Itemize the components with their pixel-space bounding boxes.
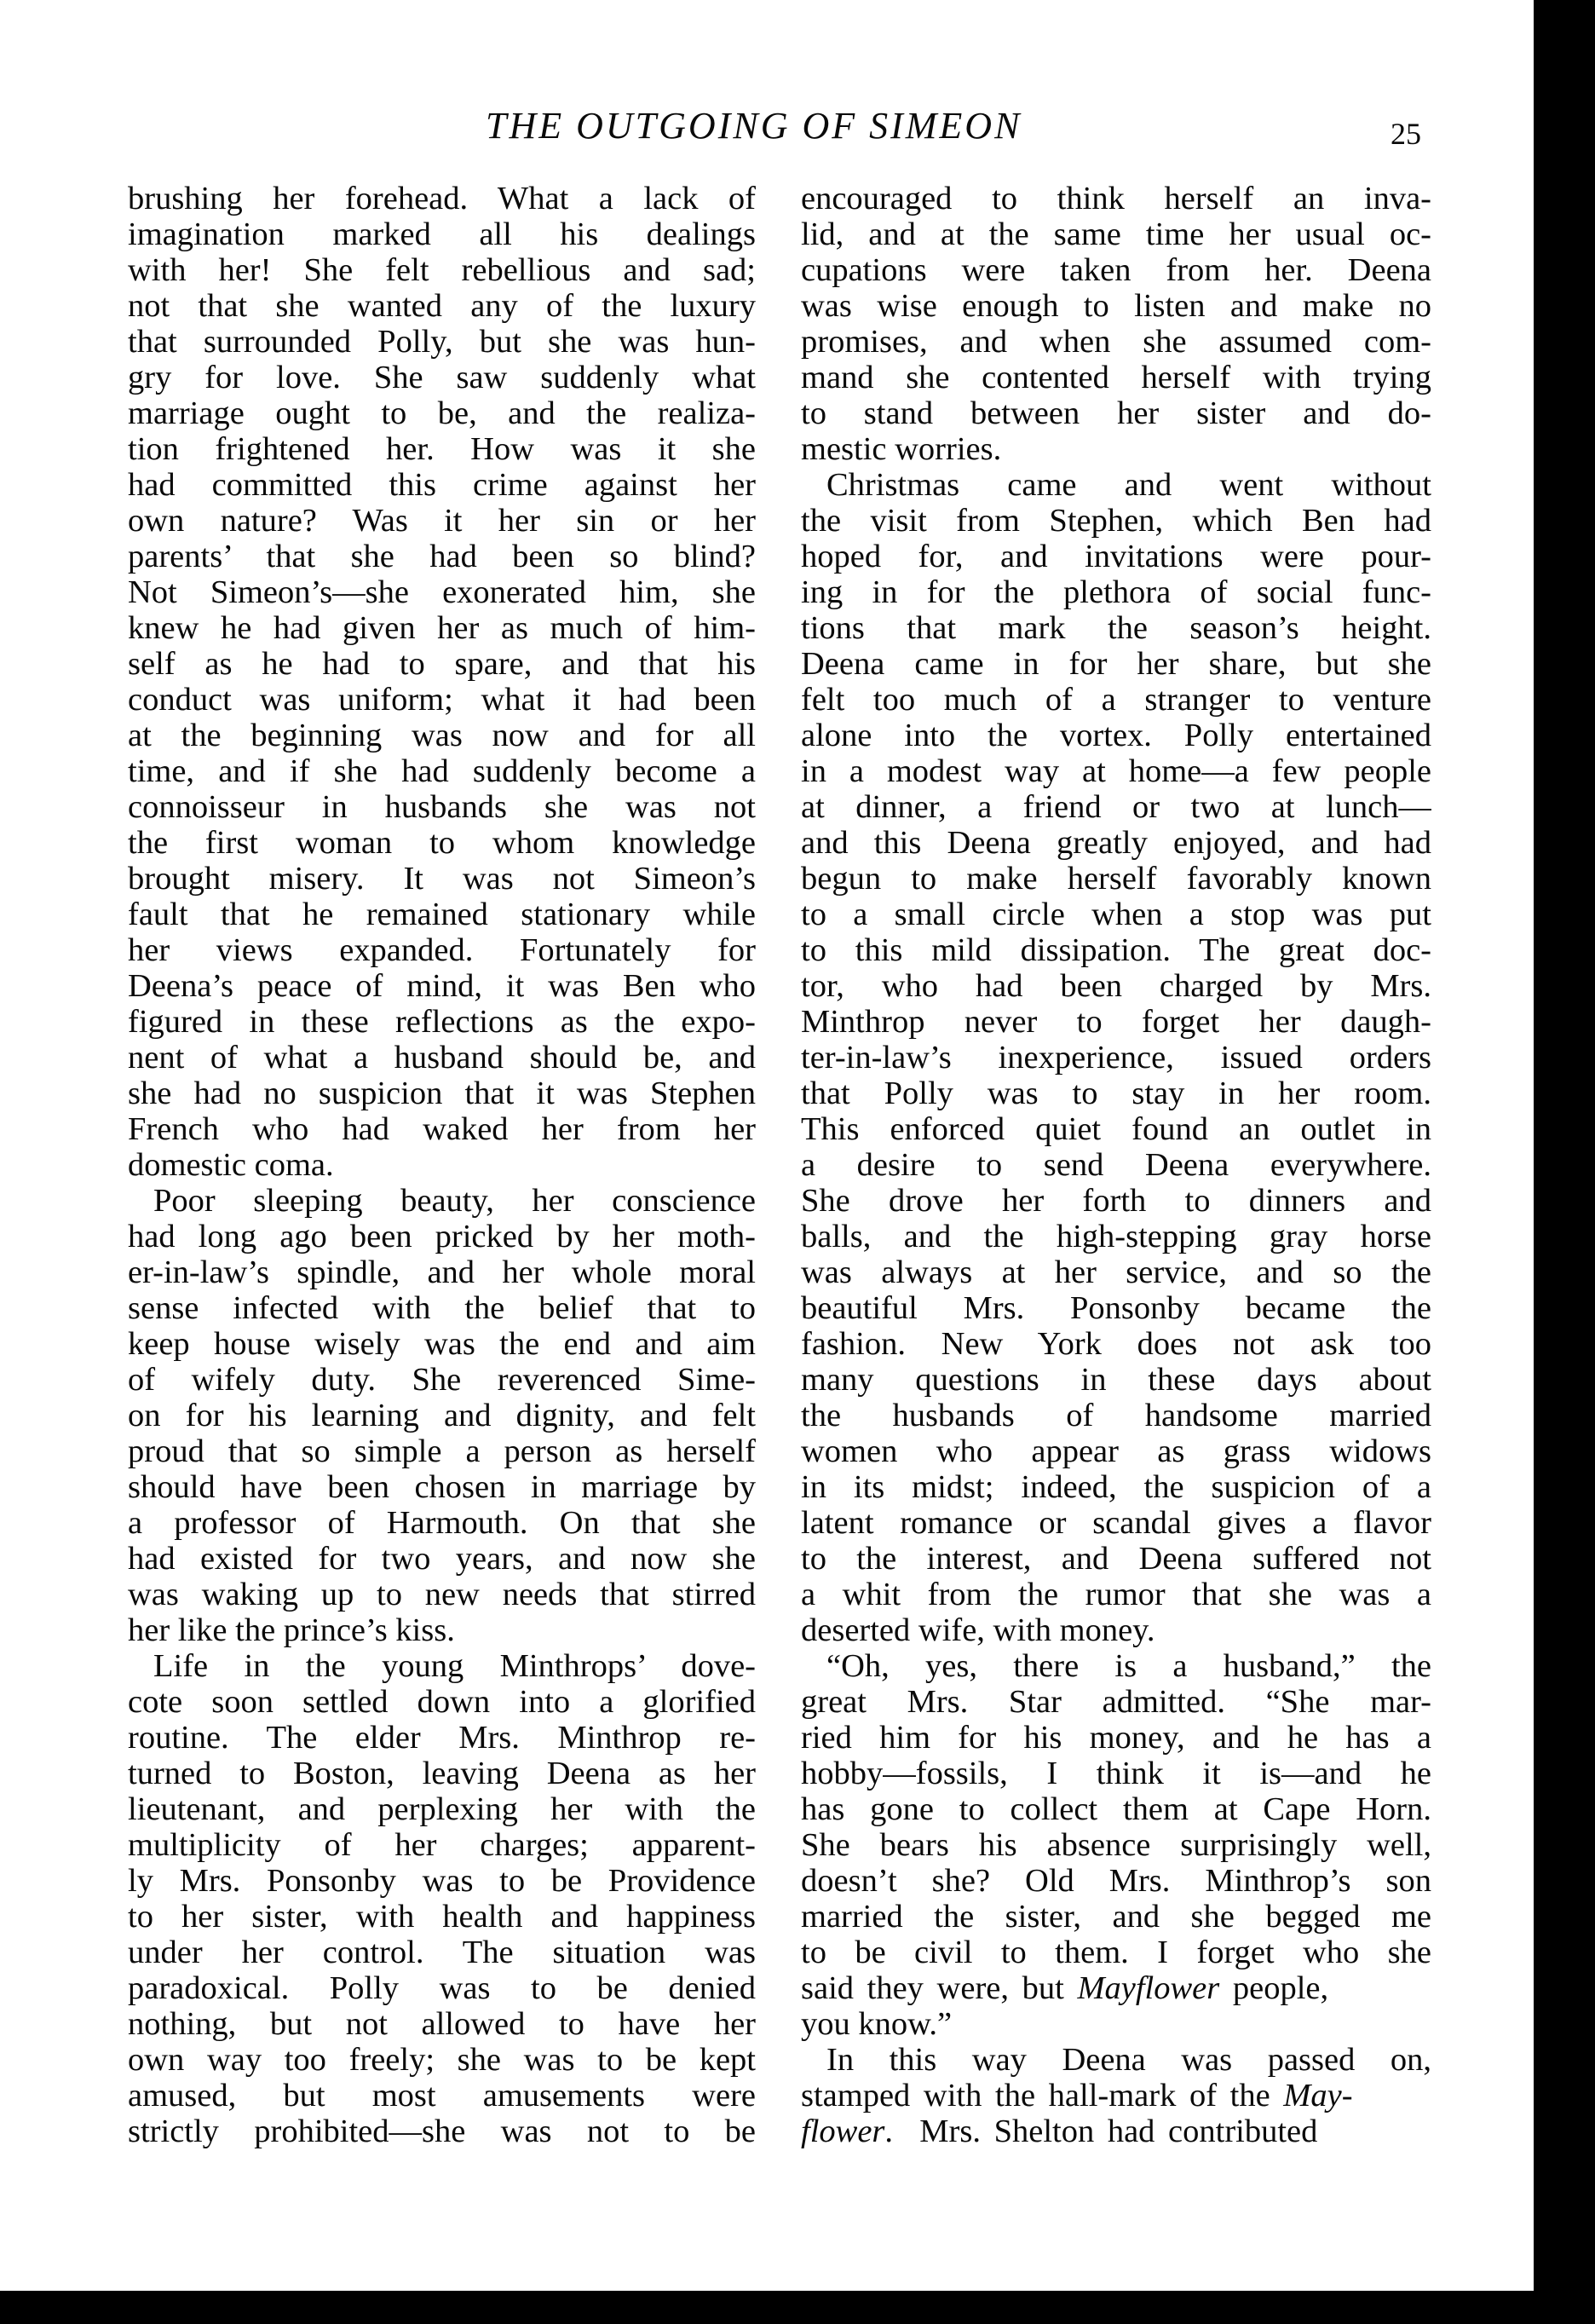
text-line: and this Deena greatly enjoyed, and had [801, 825, 1431, 861]
text-line: er-in-law’s spindle, and her whole moral [128, 1254, 756, 1290]
text-line: knew he had given her as much of him- [128, 610, 756, 646]
text-line: a desire to send Deena everywhere. [801, 1147, 1431, 1183]
text-line: at the beginning was now and for all [128, 718, 756, 753]
text-line: was always at her service, and so the [801, 1254, 1431, 1290]
text-line: has gone to collect them at Cape Horn. [801, 1791, 1431, 1827]
text-line: a professor of Harmouth. On that she [128, 1505, 756, 1541]
italic-title: Mayflower [1077, 1970, 1220, 2006]
text-line [801, 1970, 1431, 2006]
text-line: hoped for, and invitations were pour- [801, 539, 1431, 574]
text-line: the husbands of handsome married [801, 1398, 1431, 1433]
text-line: ried him for his money, and he has a [801, 1720, 1431, 1756]
text-line: own way too freely; she was to be kept [128, 2042, 756, 2078]
text-line: Not Simeon’s—she exonerated him, she [128, 574, 756, 610]
text-line: Deena’s peace of mind, it was Ben who [128, 968, 756, 1004]
text-line: promises, and when she assumed com- [801, 324, 1431, 360]
text-line: on for his learning and dignity, and felt [128, 1398, 756, 1433]
text-line: French who had waked her from her [128, 1111, 756, 1147]
text-run: . Mrs. Shelton had contributed [884, 2114, 1318, 2149]
text-line: nothing, but not allowed to have her [128, 2006, 756, 2042]
text-column-right [801, 181, 1431, 2149]
text-line: should have been chosen in marriage by [128, 1469, 756, 1505]
text-line: conduct was uniform; what it had been [128, 682, 756, 718]
text-line: you know.” [801, 2006, 953, 2042]
text-line: brought misery. It was not Simeon’s [128, 861, 756, 897]
text-line: tions that mark the season’s height. [801, 610, 1431, 646]
text-line: tion frightened her. How was it she [128, 431, 756, 467]
text-line: a whit from the rumor that she was a [801, 1577, 1431, 1612]
text-run: stamped with the hall-mark of the [801, 2078, 1284, 2114]
text-line: Life in the young Minthrops’ dove- [153, 1648, 756, 1684]
text-line: She drove her forth to dinners and [801, 1183, 1431, 1219]
text-line: cote soon settled down into a glorified [128, 1684, 756, 1720]
text-line: routine. The elder Mrs. Minthrop re- [128, 1720, 756, 1756]
text-line: balls, and the high-stepping gray horse [801, 1219, 1431, 1254]
text-line: to this mild dissipation. The great doc- [801, 932, 1431, 968]
text-line: paradoxical. Polly was to be denied [128, 1970, 756, 2006]
page-header [0, 104, 1534, 155]
text-line: hobby—fossils, I think it is—and he [801, 1756, 1431, 1791]
text-line: to the interest, and Deena suffered not [801, 1541, 1431, 1577]
text-line: great Mrs. Star admitted. “She mar- [801, 1684, 1431, 1720]
text-line: her views expanded. Fortunately for [128, 932, 756, 968]
text-line: figured in these reflections as the expo- [128, 1004, 756, 1040]
text-line: the first woman to whom knowledge [128, 825, 756, 861]
text-line: her like the prince’s kiss. [128, 1612, 455, 1648]
text-line: to her sister, with health and happiness [128, 1899, 756, 1935]
running-title: THE OUTGOING OF SIMEON [486, 105, 1022, 147]
text-line: turned to Boston, leaving Deena as her [128, 1756, 756, 1791]
text-line: had existed for two years, and now she [128, 1541, 756, 1577]
text-line: alone into the vortex. Polly entertained [801, 718, 1431, 753]
italic-title: flower [801, 2114, 885, 2149]
text-line: fault that he remained stationary while [128, 897, 756, 932]
scan-edge-right [1534, 0, 1595, 2324]
text-line: She bears his absence surprisingly well, [801, 1827, 1431, 1863]
text-line: to a small circle when a stop was put [801, 897, 1431, 932]
text-line: ter-in-law’s inexperience, issued orders [801, 1040, 1431, 1075]
text-line: in a modest way at home—a few people [801, 753, 1431, 789]
text-line: gry for love. She saw suddenly what [128, 360, 756, 395]
text-line: at dinner, a friend or two at lunch— [801, 789, 1431, 825]
text-line: cupations were taken from her. Deena [801, 252, 1431, 288]
text-line: she had no suspicion that it was Stephen [128, 1075, 756, 1111]
text-line: many questions in these days about [801, 1362, 1431, 1398]
text-line: that surrounded Polly, but she was hun- [128, 324, 756, 360]
text-line: was wise enough to listen and make no [801, 288, 1431, 324]
text-line: beautiful Mrs. Ponsonby became the [801, 1290, 1431, 1326]
text-line: keep house wisely was the end and aim [128, 1326, 756, 1362]
text-line: multiplicity of her charges; apparent- [128, 1827, 756, 1863]
text-line: had committed this crime against her [128, 467, 756, 503]
text-line: nent of what a husband should be, and [128, 1040, 756, 1075]
page-number: 25 [1391, 117, 1421, 151]
text-line: sense infected with the belief that to [128, 1290, 756, 1326]
text-line: not that she wanted any of the luxury [128, 288, 756, 324]
text-line: marriage ought to be, and the realiza- [128, 395, 756, 431]
text-line: encouraged to think herself an inva- [801, 181, 1431, 216]
text-line: lieutenant, and perplexing her with the [128, 1791, 756, 1827]
text-line: ing in for the plethora of social func- [801, 574, 1431, 610]
text-line: connoisseur in husbands she was not [128, 789, 756, 825]
text-line: time, and if she had suddenly become a [128, 753, 756, 789]
text-line: Minthrop never to forget her daugh- [801, 1004, 1431, 1040]
text-line: was waking up to new needs that stirred [128, 1577, 756, 1612]
text-line: lid, and at the same time her usual oc- [801, 216, 1431, 252]
text-line: strictly prohibited—she was not to be [128, 2114, 756, 2149]
text-line: “Oh, yes, there is a husband,” the [826, 1648, 1431, 1684]
text-line: the visit from Stephen, which Ben had [801, 503, 1431, 539]
text-line: married the sister, and she begged me [801, 1899, 1431, 1935]
text-line: begun to make herself favorably known [801, 861, 1431, 897]
text-line: self as he had to spare, and that his [128, 646, 756, 682]
italic-title: May- [1283, 2078, 1353, 2114]
text-line: that Polly was to stay in her room. [801, 1075, 1431, 1111]
text-line: This enforced quiet found an outlet in [801, 1111, 1431, 1147]
text-line: tor, who had been charged by Mrs. [801, 968, 1431, 1004]
text-line: women who appear as grass widows [801, 1433, 1431, 1469]
text-line: proud that so simple a person as herself [128, 1433, 756, 1469]
text-line: In this way Deena was passed on, [826, 2042, 1431, 2078]
text-line: had long ago been pricked by her moth- [128, 1219, 756, 1254]
text-line: mand she contented herself with trying [801, 360, 1431, 395]
text-line: brushing her forehead. What a lack of [128, 181, 756, 216]
scan-edge-bottom [0, 2291, 1595, 2324]
text-column-left [128, 181, 756, 2149]
text-line: ly Mrs. Ponsonby was to be Providence [128, 1863, 756, 1899]
text-line: Deena came in for her share, but she [801, 646, 1431, 682]
text-line: imagination marked all his dealings [128, 216, 756, 252]
text-line: Poor sleeping beauty, her conscience [153, 1183, 756, 1219]
text-line: own nature? Was it her sin or her [128, 503, 756, 539]
text-line [801, 2078, 1431, 2114]
text-line: under her control. The situation was [128, 1935, 756, 1970]
text-line: deserted wife, with money. [801, 1612, 1155, 1648]
text-line: mestic worries. [801, 431, 1002, 467]
text-line: parents’ that she had been so blind? [128, 539, 756, 574]
text-line: fashion. New York does not ask too [801, 1326, 1431, 1362]
text-run: people, [1219, 1970, 1329, 2006]
text-line: domestic coma. [128, 1147, 334, 1183]
text-line: latent romance or scandal gives a flavor [801, 1505, 1431, 1541]
text-line: to be civil to them. I forget who she [801, 1935, 1431, 1970]
text-line: with her! She felt rebellious and sad; [128, 252, 756, 288]
text-line [801, 2114, 1431, 2149]
text-line: of wifely duty. She reverenced Sime- [128, 1362, 756, 1398]
text-run: said they were, but [801, 1970, 1078, 2006]
text-line: to stand between her sister and do- [801, 395, 1431, 431]
text-line: doesn’t she? Old Mrs. Minthrop’s son [801, 1863, 1431, 1899]
text-line: in its midst; indeed, the suspicion of a [801, 1469, 1431, 1505]
text-line: Christmas came and went without [826, 467, 1431, 503]
text-line: felt too much of a stranger to venture [801, 682, 1431, 718]
text-line: amused, but most amusements were [128, 2078, 756, 2114]
